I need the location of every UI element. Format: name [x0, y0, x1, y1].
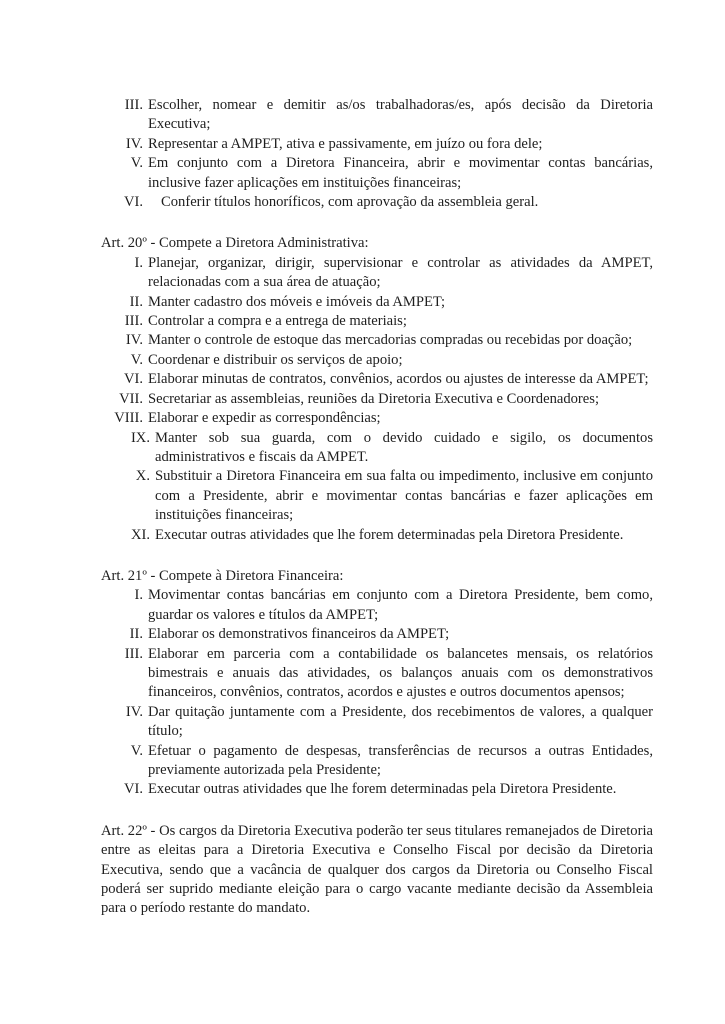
item-text: Elaborar os demonstrativos financeiros da AMPET;	[148, 626, 450, 643]
item-number: IV.	[125, 135, 143, 152]
item-text: Elaborar e expedir as correspondências;	[148, 410, 381, 427]
item-number: VI.	[123, 371, 143, 388]
item-number: V.	[130, 155, 143, 172]
article-22	[101, 822, 653, 919]
list-item	[101, 331, 653, 350]
item-number: XI.	[130, 526, 150, 543]
item-text: Manter sob sua guarda, com o devido cuidado e sigilo, os documentos administrativos e fiscais da AMPET.	[155, 429, 653, 465]
item-text: Planejar, organizar, dirigir, supervisionar e controlar as atividades da AMPET, relacionadas com a sua área de atuação;	[148, 254, 653, 291]
item-number: IV.	[125, 703, 143, 720]
list-item	[101, 293, 653, 312]
item-number: III.	[124, 313, 143, 330]
list-item	[101, 409, 653, 428]
list-item	[101, 780, 653, 799]
item-number: I.	[134, 254, 143, 271]
item-text: Manter o controle de estoque das mercadorias compradas ou recebidas por doação;	[148, 332, 633, 349]
item-text: Secretariar as assembleias, reuniões da Diretoria Executiva e Coordenadores;	[148, 390, 600, 407]
item-number: VII.	[119, 390, 143, 407]
item-text: Elaborar minutas de contratos, convênios, acordos ou ajustes de interesse da AMPET;	[148, 371, 649, 388]
article-20-heading: Art. 20º - Compete a Diretora Administrativa:	[101, 235, 369, 252]
list-item	[101, 193, 653, 212]
item-number: II.	[129, 293, 143, 310]
item-number: IX.	[130, 429, 150, 446]
article-21	[101, 567, 653, 800]
list-item	[101, 135, 653, 154]
list-item	[101, 96, 653, 135]
item-number: II.	[129, 626, 143, 643]
list-item	[101, 154, 653, 193]
item-number: V.	[130, 351, 143, 368]
item-number: VI.	[123, 194, 143, 211]
list-item	[101, 370, 653, 389]
list-item	[101, 254, 653, 293]
list-item	[101, 351, 653, 370]
item-number: III.	[124, 97, 143, 113]
article-22-text: Art. 22º - Os cargos da Diretoria Executiva poderão ter seus titulares remanejados de Diretoria entre as eleitas para a Diretoria Executiva e Conselho Fiscal por decisão da Diretoria Executiva, sendo que a vacância de qualquer dos cargos da Diretoria ou Conselho Fiscal poderá ser suprido mediante eleição para o cargo vacante mediante decisão da Assembleia para o período restante do mandato.	[101, 822, 653, 917]
list-item	[101, 742, 653, 781]
list-item	[101, 703, 653, 742]
item-text: Manter cadastro dos móveis e imóveis da AMPET;	[148, 293, 446, 310]
list-item	[101, 390, 653, 409]
list-item	[101, 312, 653, 331]
item-text: Elaborar em parceria com a contabilidade os balancetes mensais, os relatórios bimestrais e anuais das atividades, os balanços anuais com os demonstrativos financeiros, convênios, contratos, acordos e ajustes e outros documentos apensos;	[148, 645, 653, 701]
list-section-continuation	[101, 96, 653, 212]
item-text: Executar outras atividades que lhe forem determinadas pela Diretora Presidente.	[155, 526, 624, 543]
list-item	[101, 586, 653, 625]
item-number: V.	[130, 742, 143, 759]
item-text: Efetuar o pagamento de despesas, transferências de recursos a outras Entidades, previamente autorizada pela Presidente;	[148, 742, 653, 778]
article-21-heading: Art. 21º - Compete à Diretora Financeira:	[101, 567, 344, 584]
item-text: Substituir a Diretora Financeira em sua falta ou impedimento, inclusive em conjunto com a Presidente, abrir e movimentar contas bancárias e fazer aplicações em instituições financeiras;	[155, 468, 653, 524]
item-text: Representar a AMPET, ativa e passivamente, em juízo ou fora dele;	[148, 135, 543, 152]
list-item	[101, 467, 653, 525]
list-item	[101, 526, 653, 545]
item-text: Coordenar e distribuir os serviços de apoio;	[148, 351, 403, 368]
item-text: Executar outras atividades que lhe forem determinadas pela Diretora Presidente.	[148, 781, 617, 798]
item-number: III.	[124, 645, 143, 662]
item-number: VIII.	[114, 410, 143, 427]
item-text: Em conjunto com a Diretora Financeira, abrir e movimentar contas bancárias, inclusive fazer aplicações em instituições financeiras;	[148, 155, 653, 191]
item-number: I.	[134, 587, 143, 604]
item-text: Controlar a compra e a entrega de materiais;	[148, 313, 407, 330]
item-text: Escolher, nomear e demitir as/os trabalhadoras/es, após decisão da Diretoria Executiva;	[148, 97, 653, 133]
item-text: Dar quitação juntamente com a Presidente, dos recebimentos de valores, a qualquer título;	[148, 703, 653, 740]
article-20	[101, 234, 653, 545]
item-number: X.	[135, 468, 150, 485]
item-text: Conferir títulos honoríficos, com aprovação da assembleia geral.	[161, 194, 539, 211]
item-text: Movimentar contas bancárias em conjunto com a Diretora Presidente, bem como, guardar os valores e títulos da AMPET;	[148, 587, 653, 623]
list-item	[101, 645, 653, 703]
list-item	[101, 625, 653, 644]
list-item	[101, 429, 653, 468]
item-number: VI.	[123, 781, 143, 798]
item-number: IV.	[125, 332, 143, 349]
